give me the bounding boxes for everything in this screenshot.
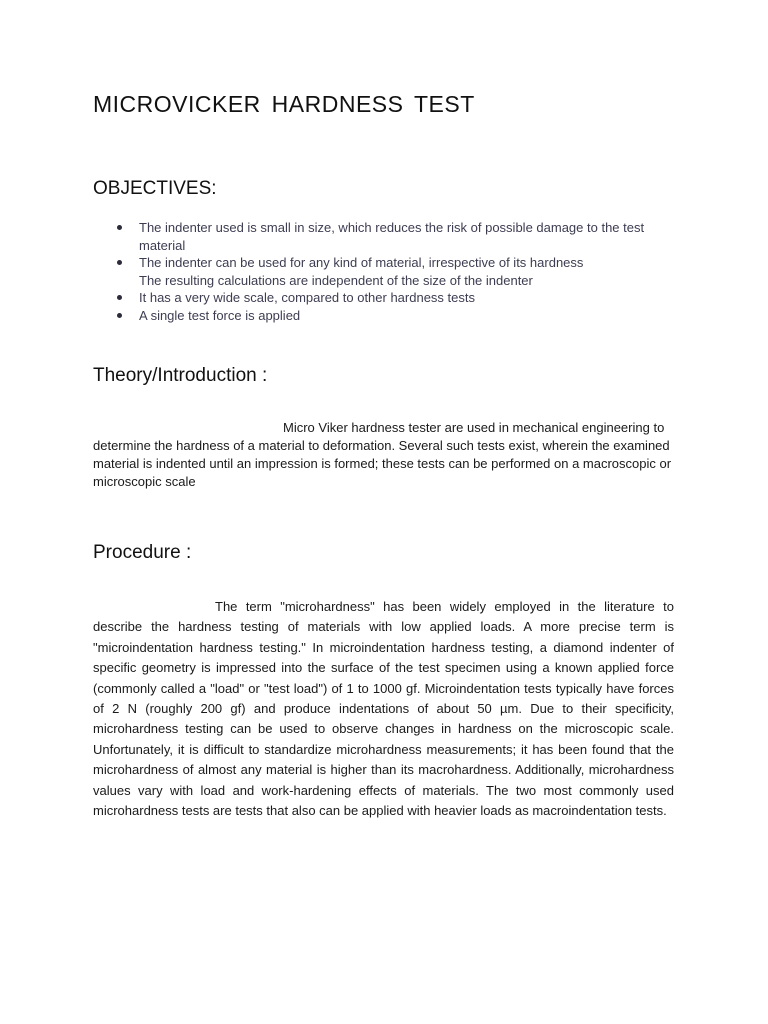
objective-text: The indenter used is small in size, which reduces the risk of possible damage to the test material xyxy=(139,220,645,253)
procedure-paragraph xyxy=(93,597,674,821)
list-item xyxy=(115,254,675,289)
theory-heading: Theory/Introduction : xyxy=(93,365,268,386)
list-item xyxy=(115,307,675,325)
objective-text: It has a very wide scale, compared to other hardness tests xyxy=(139,290,476,305)
bullet-icon xyxy=(117,313,122,318)
objectives-list xyxy=(115,219,675,324)
bullet-icon xyxy=(117,295,122,300)
bullet-icon xyxy=(117,260,122,265)
procedure-body: The term "microhardness" has been widely employed in the literature to describe the hardness testing of materials with low applied loads. A more precise term is "microindentation hardness testing." In microindentation hardness testing, a diamond indenter of specific geometry is impressed into the surface of the test specimen using a known applied force (commonly called a "load" or "test load") of 1 to 1000 gf. Microindentation tests typically have forces of 2 N (roughly 200 gf) and produce indentations of about 50 µm. Due to their specificity, microhardness testing can be used to observe changes in hardness on the microscopic scale. Unfortunately, it is difficult to standardize microhardness measurements; it has been found that the microhardness of almost any material is higher than its macrohardness. Additionally, microhardness values vary with load and work-hardening effects of materials. The two most commonly used microhardness tests are tests that also can be applied with heavier loads as macroindentation tests. xyxy=(93,599,674,819)
page-title: MICROVICKER HARDNESS TEST xyxy=(93,91,475,117)
theory-body: Micro Viker hardness tester are used in mechanical engineering to determine the hardness of a material to deformation. Several such tests exist, wherein the examined material is indented until an impression is formed; these tests can be performed on a macroscopic or microscopic scale xyxy=(93,420,672,489)
procedure-heading: Procedure : xyxy=(93,542,192,563)
bullet-icon xyxy=(117,225,122,230)
theory-paragraph xyxy=(93,419,673,491)
objective-continuation: The resulting calculations are independent of the size of the indenter xyxy=(139,272,533,288)
objective-text: The indenter can be used for any kind of material, irrespective of its hardness xyxy=(139,255,584,270)
objective-text: A single test force is applied xyxy=(139,307,301,323)
list-item xyxy=(115,219,675,254)
list-item xyxy=(115,289,675,307)
objectives-heading: OBJECTIVES: xyxy=(93,178,217,199)
